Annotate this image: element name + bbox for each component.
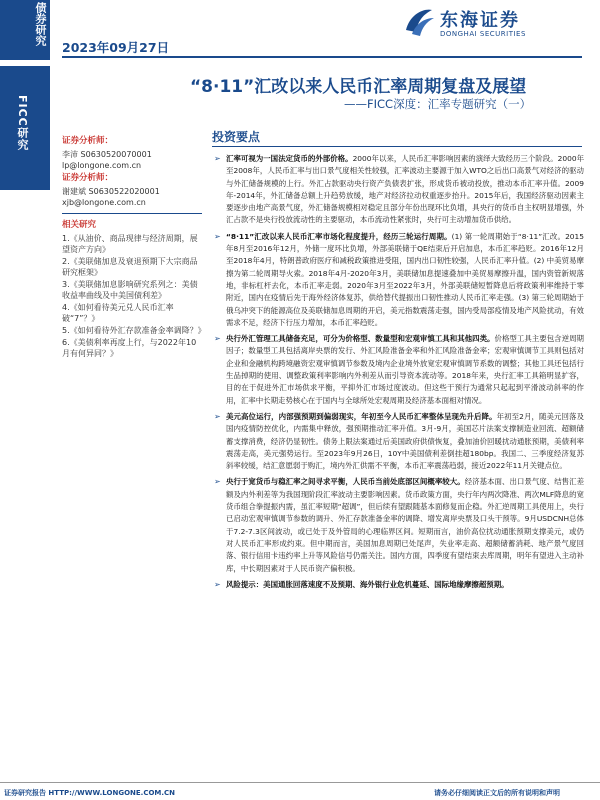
header-divider: [62, 56, 582, 58]
key-point-text: 价格型工具主要包含逆周期因子；数量型工具包括离岸央票的发行、外汇风险准备金率和外汇风险准备金率；宏观审慎调节工具则包括对企业和金融机构跨境融资宏观审慎调节参数及境内企业境外放宽宏观审慎调节系数的调整；其他工具还包括行生品掉期的使用、调整政策利率影响内外利差从而引导资本流动等。2018年来，央行汇率工具箱明显扩容，目的在于促进外汇市场供求平衡，平抑外汇市场过度波动。但这些干预行为通常只起起到平滑波动斜率的作用，汇率中长期走势核心在于国内与全球所处宏观周期及经济基本面相对情况。: [226, 334, 584, 405]
related-research-item[interactable]: 2.《美联储加息及衰退预期下大宗商品研究框架》: [62, 257, 198, 277]
footer-disclaimer: 请务必仔细阅读正文后的所有说明和声明: [434, 789, 560, 797]
footer-website[interactable]: 证券研究报告 HTTP://WWW.LONGONE.COM.CN: [4, 789, 176, 797]
left-color-bar: [0, 0, 50, 190]
bullet-arrow-icon: ➢: [214, 154, 221, 163]
key-point: [212, 153, 584, 227]
bullet-arrow-icon: ➢: [214, 334, 221, 344]
key-point-text: 年初至2月，随美元回落及国内疫情防控优化，内需集中释放，强预期推动汇率升值。3月-9月，美国芯片法案支撑制造业回流、超额储蓄支撑消费，经济仍显韧性。债务上限法案通过后美国政府供债恢复，叠加油价回暖扰动通胀预期，美债利率震荡走高，美元强势运行。至2023年9月26日，10Y中美国债利差倒挂超180bp。我国二、三季度经济复苏斜率较缓，结汇意愿弱于购汇，境内外汇供需不平衡，本币汇率震荡趋弱，接近2022年11月关键点位。: [226, 411, 585, 471]
sidebar-divider: [62, 213, 202, 214]
analyst-name: 谢建斌 S0630522020001: [62, 187, 160, 196]
key-point-heading: 央行于宽货币与稳汇率之间寻求平衡，人民币当前处底部区间概率较大。: [226, 477, 465, 487]
analyst-name: 李沛 S0630520070001: [62, 150, 152, 159]
logo-chinese-name: 东海证券: [440, 10, 520, 31]
report-category-tab: 债券研究: [34, 2, 47, 46]
section-divider: [212, 146, 582, 147]
related-research-item[interactable]: 3.《美联储加息影响研究系列之：美债收益率曲线及中美国债利差》: [62, 280, 198, 300]
bullet-arrow-icon: ➢: [214, 477, 221, 487]
donghai-logo-icon: [402, 4, 436, 38]
analyst-email[interactable]: xjb@longone.com.cn: [62, 198, 146, 207]
report-title: “8·11”汇改以来人民币汇率周期复盘及展望: [190, 77, 527, 97]
bullet-arrow-icon: ➢: [214, 579, 221, 589]
related-research-item[interactable]: 4.《如何看待美元兑人民币汇率破“7”？》: [62, 303, 174, 323]
logo-english-name: DONGHAI SECURITIES: [440, 30, 526, 38]
analyst-label: 证券分析师：: [62, 173, 114, 183]
key-point-text: 2000年以来，人民币汇率影响因素的演绎大致经历三个阶段。2000年至2008年，人民币汇率与出口景气度相关性较强，汇率波动主要源于加入WTO之后出口高景气对经济的驱动与外汇储备规模的上行。外汇占款驱动央行资产负债表扩张，形成货币被动投放，推动本币汇率升值。2009年-2014年，外汇储备总额上升趋势放缓，地产对经济拉动权重逐步抬升。2015年后，我国经济驱动因素主要逐步由地产高景气度，外汇储备规模相对稳定且部分年份出现环比负增，具央行的货币自主权明显增强，外汇占款不是央行投放流动性的主要驱动，本币流动性紧张时，央行可主动增加货币供给。: [226, 154, 585, 225]
key-point-heading: 风险提示：美国通胀回落速度不及预期、海外银行业危机蔓延、国际地缘摩擦超预期。: [226, 579, 509, 589]
bullet-arrow-icon: ➢: [214, 411, 221, 421]
key-point: [212, 231, 584, 329]
key-point: [212, 579, 584, 591]
related-research-label: 相关研究: [62, 220, 97, 230]
report-date: 2023年09月27日: [62, 40, 170, 55]
ficc-research-tab: FICC研究: [16, 95, 29, 151]
key-point-heading: 央行外汇管理工具储备充足，可分为价格型、数量型和宏观审慎工具和其他四类。: [226, 334, 495, 344]
key-point-text: 经济基本面、出口景气度、结售汇差额及内外利差等为我国现阶段汇率波动主要影响因素。货币政策方面，央行年内两次降准、两次MLF降息的宽货币组合拳提振内需，虽汇率短期“超调”，但后续有望跟随基本面修复而企稳。外汇逆周期工具使用上，央行已启动宏观审慎调节参数的调升、外汇存款准备金率的调降、增发离岸央票及口头干预等。9月USDCNH总体于7.2-7.3区间波动，或已处于及外管局的心理临界区间。短期而言，油价高位扰动通胀预期支撑美元，或仍对人民币汇率形成约束。但中期而言，美国加息周期已处尾声，失业率走高、超额储蓄消耗、地产景气度回落、银行信用卡违约率上升等风险信号仍需关注。国内方面，四季度有望结束去库周期，明年有望进入主动补库，中长期因素对于人民币资产偏积极。: [226, 477, 585, 573]
key-point-heading: “8·11”汇改以来人民币汇率市场化程度提升，经历三轮运行周期。: [226, 231, 452, 241]
key-point-heading: 美元高位运行，内部强预期到偏弱现实，年初至今人民币汇率整体呈现先升后降。: [226, 411, 497, 421]
key-point-heading: 汇率可视为一国法定货币的外部价格。: [226, 154, 353, 163]
section-title: 投资要点: [212, 130, 261, 144]
footer-divider: [0, 782, 600, 783]
bullet-arrow-icon: ➢: [214, 231, 221, 241]
analyst-sidebar: [62, 136, 206, 360]
analyst-label: 证券分析师：: [62, 136, 114, 146]
report-subtitle: ——FICC深度：汇率专题研究（一）: [344, 97, 532, 111]
key-point: [212, 476, 584, 574]
key-point: [212, 333, 584, 407]
key-point-text: (1) 第一轮周期始于“8·11”汇改。2015年8月至2016年12月，外储一度环比负增，外部美联储于QE结束后开启加息，本币汇率趋贬。2016年12月至2018年4月，特朗普政府医疗和减税政策推进受阻，国内出口韧性较强，人民币汇率升值。(2) 中美贸易摩擦为第二轮周期导火索。2018年4月-2020年3月，美联储加息提速叠加中美贸易摩擦升温，国内资管新规落地，非标杠杆去化，本币汇率走弱。2020年3月至2022年3月，外部美联储短暂降息后将政策利率维持于零附近，国内在疫情后先于海外经济体复苏，供给替代提振出口韧性推动人民币汇率走强。(3) 第三轮周期始于俄乌冲突下的能源高位及美联储加息周期的开启，美元指数震荡走强，国内受局部疫情及地产风险扰动，有效需求不足，经济下行压力增加，本币汇率趋贬。: [226, 231, 584, 327]
related-research-item[interactable]: 5.《如何看待外汇存款准备金率调降？》: [62, 326, 206, 335]
related-research-item[interactable]: 6.《美债利率再度上行，与2022年10月有何异同？》: [62, 338, 197, 358]
donghai-logo: [402, 4, 582, 44]
related-research-item[interactable]: 1.《从油价、商品现律与经济周期，展望资产方向》: [62, 234, 198, 254]
tab-divider: [0, 60, 50, 66]
analyst-email[interactable]: lp@longone.com.cn: [62, 161, 142, 170]
key-point: [212, 411, 584, 472]
key-points-list: [212, 153, 584, 595]
